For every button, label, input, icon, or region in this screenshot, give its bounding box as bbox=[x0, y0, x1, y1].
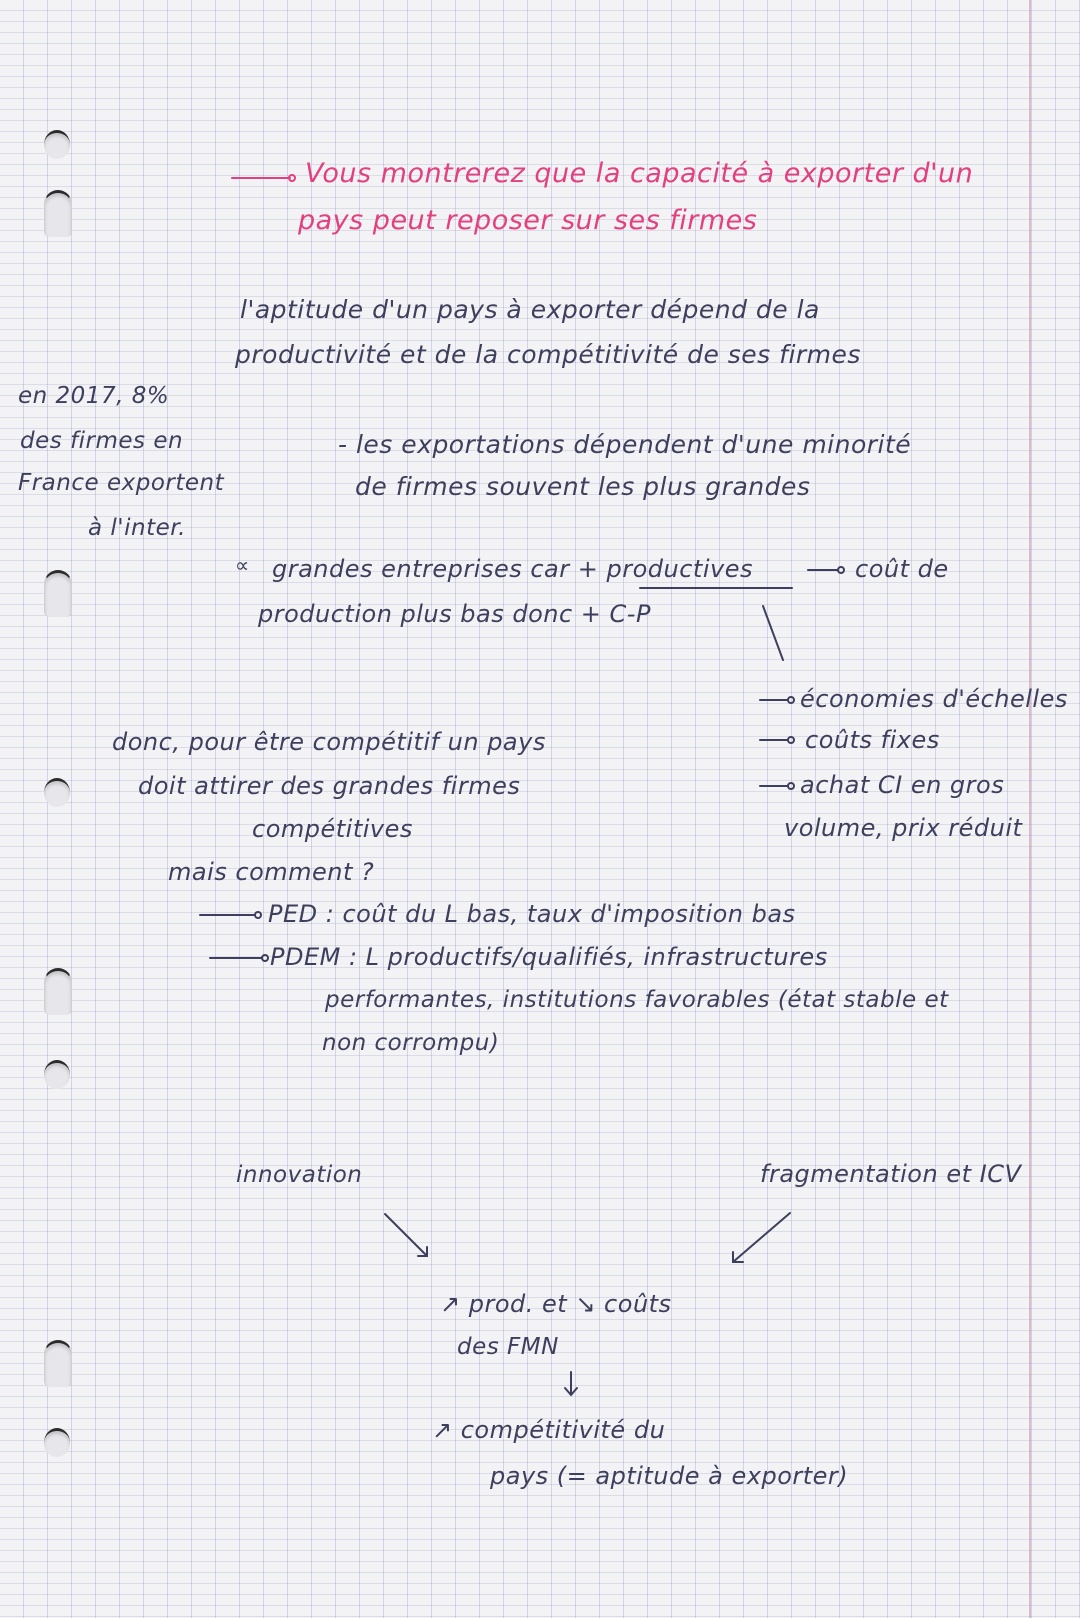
conclusion-line-4: mais comment ? bbox=[168, 858, 375, 886]
big-firms-arrow-text: coût de bbox=[855, 555, 949, 583]
big-firms-line-1: grandes entreprises car + productives bbox=[272, 555, 753, 583]
margin-note-line-2: des firmes en bbox=[20, 428, 184, 454]
cost-item-1: économies d'échelles bbox=[800, 685, 1068, 713]
exports-line-1: - les exportations dépendent d'une minorité bbox=[338, 430, 912, 459]
margin-note-line-4: à l'inter. bbox=[88, 515, 186, 541]
diagram-innovation: innovation bbox=[236, 1162, 363, 1188]
pdem-line-2: performantes, institutions favorables (état stable et bbox=[325, 987, 949, 1013]
heading-line-1: Vous montrerez que la capacité à exporter d'un bbox=[305, 158, 974, 189]
diagram-center-line-1: ↗ prod. et ↘ coûts bbox=[440, 1290, 672, 1318]
cost-item-3: achat CI en gros bbox=[800, 771, 1005, 799]
conclusion-line-1: donc, pour être compétitif un pays bbox=[112, 728, 546, 756]
diagram-bottom-line-2: pays (= aptitude à exporter) bbox=[490, 1462, 849, 1490]
pdem-line-3: non corrompu) bbox=[322, 1030, 500, 1056]
conclusion-line-2: doit attirer des grandes firmes bbox=[138, 772, 521, 800]
diagram-bottom-line-1: ↗ compétitivité du bbox=[432, 1416, 666, 1444]
cost-item-4: volume, prix réduit bbox=[784, 814, 1023, 842]
diagram-center-line-2: des FMN bbox=[457, 1334, 559, 1360]
conclusion-line-3: compétitives bbox=[252, 815, 413, 843]
margin-note-line-1: en 2017, 8% bbox=[18, 383, 170, 409]
heading-line-2: pays peut reposer sur ses firmes bbox=[298, 205, 758, 236]
ped-line: PED : coût du L bas, taux d'imposition bas bbox=[268, 900, 796, 928]
big-firms-line-2: production plus bas donc + C-P bbox=[258, 600, 651, 628]
margin-note-line-3: France exportent bbox=[18, 470, 225, 496]
cost-item-2: coûts fixes bbox=[805, 726, 940, 754]
diagram-fragmentation: fragmentation et ICV bbox=[760, 1160, 1022, 1188]
pdem-line-1: PDEM : L productifs/qualifiés, infrastructures bbox=[270, 943, 828, 971]
exports-line-2: de firmes souvent les plus grandes bbox=[355, 472, 811, 501]
intro-line-1: l'aptitude d'un pays à exporter dépend de la bbox=[240, 295, 820, 324]
alpha-bullet: ∝ bbox=[235, 553, 250, 577]
intro-line-2: productivité et de la compétitivité de ses firmes bbox=[235, 340, 861, 369]
